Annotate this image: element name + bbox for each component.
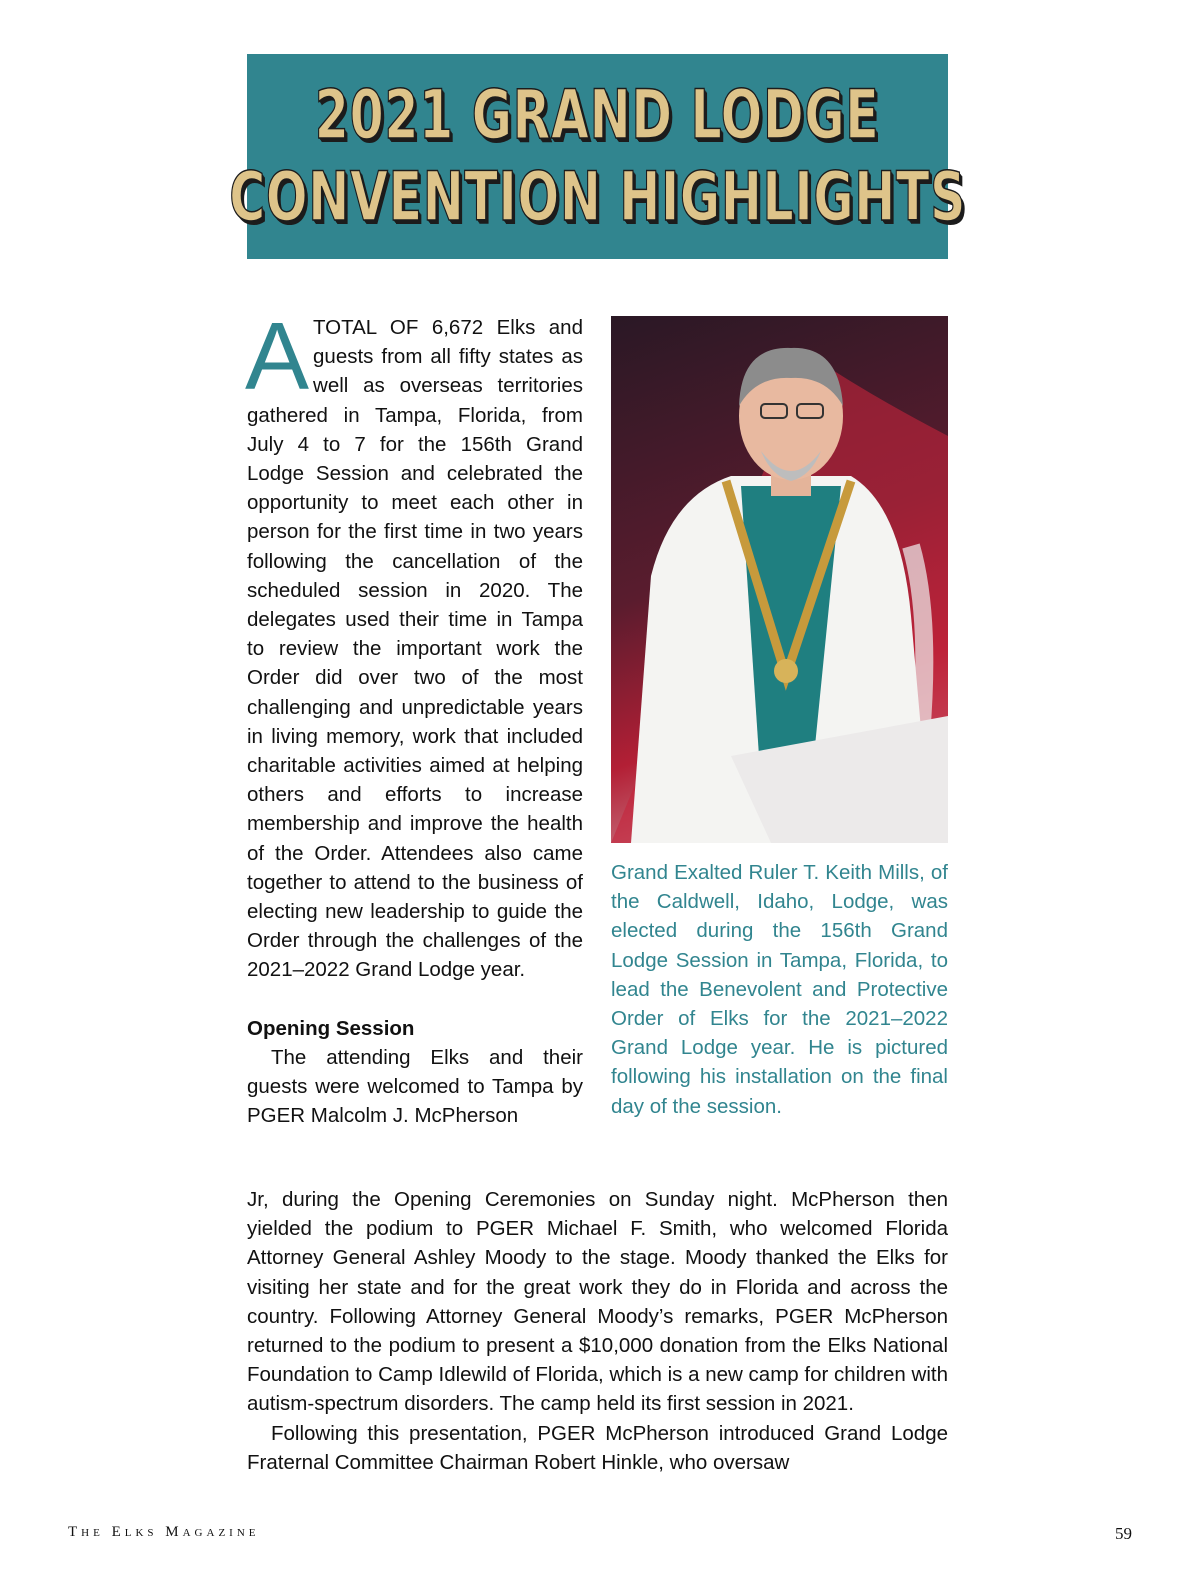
magazine-name: The Elks Magazine xyxy=(68,1524,260,1540)
article-full-width xyxy=(247,1185,948,1477)
following-paragraph: Following this presentation, PGER McPherson introduced Grand Lodge Fraternal Committee Chairman Robert Hinkle, who oversaw xyxy=(247,1421,948,1474)
page-number: 59 xyxy=(1115,1524,1132,1543)
banner-title-line-2: CONVENTION HIGHLIGHTS xyxy=(229,157,966,237)
intro-paragraph xyxy=(245,303,583,985)
intro-text: TOTAL OF 6,672 Elks and guests from all fifty states as well as overseas territories gathered in Tampa, Florida, from July 4 to 7 for the 156th Grand Lodge Session and celebrated the opportunity to meet each other in person for the first time in two years following the cancellation of the scheduled session in 2020. The delegates used their time in Tampa to review the important work the Order did over two of the most challenging and unpredictable years in living memory, work that included charitable activities aimed at helping others and efforts to increase membership and improve the health of the Order. Attendees also came together to attend to the business of electing new leadership to guide the Order through the challenges of the 2021–2022 Grand Lodge year. xyxy=(247,316,583,982)
drop-cap: A xyxy=(245,303,310,410)
magazine-footer-title xyxy=(68,1524,259,1541)
section-heading: Opening Session xyxy=(247,1016,415,1040)
opening-paragraph-start: The attending Elks and their guests were welcomed to Tampa by PGER Malcolm J. McPherson xyxy=(247,1045,583,1128)
article-left-column xyxy=(245,303,583,1130)
title-banner xyxy=(229,54,966,259)
photo-caption: Grand Exalted Ruler T. Keith Mills, of the Caldwell, Idaho, Lodge, was elected during the 156th Grand Lodge Session in Tampa, Florida, to lead the Benevolent and Protective Order of Elks for the 2021–2022 Grand Lodge year. He is pictured following his installation on the final day of the session. xyxy=(611,861,948,1118)
opening-paragraph-continued: Jr, during the Opening Ceremonies on Sunday night. McPherson then yielded the podium to PGER Michael F. Smith, who welcomed Florida Attorney General Ashley Moody to the stage. Moody thanked the Elks for visiting her state and for the great work they do in Florida and across the country. Following Attorney General Moody’s remarks, PGER McPherson returned to the podium to present a $10,000 donation from the Elks National Foundation to Camp Idlewild of Florida, which is a new camp for children with autism-spectrum disorders. The camp held its first session in 2021. xyxy=(247,1188,948,1416)
banner-title-line-1: 2021 GRAND LODGE xyxy=(315,75,880,155)
photo-illustration xyxy=(611,316,948,843)
grand-exalted-ruler-photo xyxy=(611,316,948,843)
